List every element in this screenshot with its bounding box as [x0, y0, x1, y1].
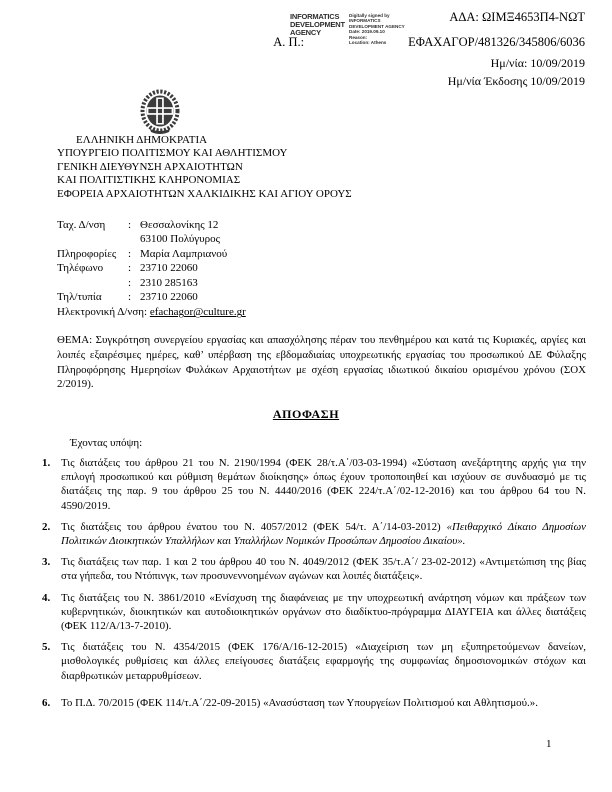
stamp-sig-line: Reason: — [349, 34, 368, 40]
page-number: 1 — [546, 738, 552, 750]
item-text: Τις διατάξεις του άρθρου 21 του Ν. 2190/1994 (ΦΕΚ 28/τ.Α΄/03-03-1994) «Σύσταση ανεξάρτητης αρχής για την επιλογή προσωπικού και ρύθμιση θεμάτων διοίκησης» όπως έχουν τροποποιηθεί και ισχύουν σε συνδυασμό με τις διατάξεις της παρ. 9 του άρθρου 25 του Ν. 4440/2016 (ΦΕΚ 224/τ.Α΄/02-12-2016) και του άρθρου 64 του Ν. 4590/2019. — [61, 457, 586, 512]
contact-row-fax — [57, 290, 246, 304]
contact-value: 63100 Πολύγυρος — [140, 233, 220, 246]
subject-paragraph: ΘΕΜΑ: Συγκρότηση συνεργείου εργασίας και απασχόλησης πέραν του πενθημέρου και κατά τις Κυριακές, αργίες και λοιπές εξαιρέσιμες ημέρες, καθ’ υπέρβαση της εβδομαδιαίας υποχρεωτικής εργασίας του προσωπικού ΔΕ Φύλαξης Πληροφόρησης Ημερησίων Φυλάκων Αρχαιοτήτων με σχέση εργασίας ιδιωτικού δικαίου ορισμένου χρόνου (ΣΟΧ 2/2019). — [57, 334, 586, 391]
decision-intro: Έχοντας υπόψη: — [70, 437, 143, 449]
item-number: 3. — [42, 556, 51, 569]
stamp-agency-line: AGENCY — [290, 28, 321, 37]
stamp-sig-line: Digitally signed by — [349, 13, 390, 18]
item-text: Τις διατάξεις του Ν. 3861/2010 «Ενίσχυση της διαφάνειας με την υποχρεωτική ανάρτηση νόμων και πράξεων των κυβερνητικών, διοικητικών και αυτοδιοικητικών οργάνων στο διαδίκτυο-πρόγραμμα ΔΙΑΥΓΕΙΑ και άλλες διατάξεις (ΦΕΚ 112/Α/13-7-2010). — [61, 591, 586, 633]
greek-coat-of-arms-icon — [136, 88, 184, 138]
item-text — [61, 520, 586, 548]
header-line-republic: ΕΛΛΗΝΙΚΗ ΔΗΜΟΚΡΑΤΙΑ — [76, 134, 208, 146]
item-text: Τις διατάξεις του Ν. 4354/2015 (ΦΕΚ 176/Α/16-12-2015) «Διαχείριση των μη εξυπηρετούμενων δανείων, μισθολογικές ρυθμίσεις και άλλες επείγουσες διατάξεις εφαρμογής της συμφωνίας δημοσιονομικών στόχων και διαρθρωτικών μεταρρυθμίσεων. — [61, 641, 586, 682]
protocol-prefix: Α. Π.: — [273, 35, 305, 49]
contact-label: Τηλ/τυπία — [57, 291, 102, 304]
contact-colon: : — [128, 247, 132, 260]
contact-row-address — [57, 218, 246, 232]
contact-label — [57, 276, 128, 290]
list-item — [42, 456, 586, 513]
legal-references-list — [42, 456, 586, 717]
contact-label: Πληροφορίες — [57, 247, 117, 260]
item-number: 4. — [42, 591, 51, 604]
list-item — [42, 591, 586, 634]
stamp-agency-line: DEVELOPMENT — [290, 20, 345, 29]
item-text: Τις διατάξεις των παρ. 1 και 2 του άρθρου 40 του Ν. 4049/2012 (ΦΕΚ 35/τ.Α΄/ 23-02-2012) «Αντιμετώπιση της βίας στα γήπεδα, του Ντόπινγκ, των προσυνεννοημένων αγώνων και λοιπές διατάξεις». — [61, 556, 586, 583]
date-line: Ημ/νία: 10/09/2019 — [490, 56, 585, 70]
ada-number: ΑΔΑ: ΩΙΜΞ4653Π4-ΝΩΤ — [449, 10, 585, 24]
contact-value: 2310 285163 — [140, 276, 198, 289]
contact-colon: : — [128, 262, 132, 275]
stamp-agency-line: INFORMATICS — [290, 12, 340, 21]
stamp-sig-line: Date: 2019.09.10 — [349, 29, 385, 35]
contact-row-email — [57, 305, 246, 319]
contact-value: Θεσσαλονίκης 12 — [140, 219, 219, 231]
stamp-agency-name — [290, 13, 346, 45]
protocol-number: ΕΦΑΧΑΓΟΡ/481326/345806/6036 — [408, 35, 585, 49]
header-line-directorate: ΓΕΝΙΚΗ ΔΙΕΥΘΥΝΣΗ ΑΡΧΑΙΟΤΗΤΩΝ — [57, 160, 243, 173]
ministry-header — [57, 134, 352, 201]
item-number: 5. — [42, 641, 51, 654]
stamp-sig-line: Location: Athens — [349, 40, 387, 46]
contact-colon — [128, 232, 137, 246]
item-text-normal: Τις διατάξεις του άρθρου ένατου του Ν. 4057/2012 (ΦΕΚ 54/τ. Α΄/14-03-2012) — [61, 520, 447, 533]
contact-block — [57, 218, 246, 320]
contact-value: 23710 22060 — [140, 262, 198, 275]
item-text-italic: «Πειθαρχικό Δίκαιο Δημοσίων Πολιτικών Διοικητικών Υπαλλήλων και Υπαλλήλων Νομικών Προσώπων Δημοσίου Δικαίου». — [61, 520, 586, 548]
contact-value: Μαρία Λαμπριανού — [140, 247, 228, 260]
email-link[interactable]: efachagor@culture.gr — [149, 306, 246, 319]
email-label: Ηλεκτρονική Δ/νση: — [57, 306, 148, 319]
item-number: 6. — [42, 696, 51, 709]
list-item — [42, 640, 586, 683]
contact-row-postal — [57, 232, 246, 246]
stamp-signature-details — [349, 13, 407, 45]
item-text: Το Π.Δ. 70/2015 (ΦΕΚ 114/τ.Α΄/22-09-2015) «Ανασύσταση των Υπουργείων Πολιτισμού και Αθλητισμού.». — [61, 696, 538, 709]
stamp-sig-line: INFORMATICS — [349, 18, 381, 24]
item-number: 2. — [42, 520, 51, 533]
list-item — [42, 520, 586, 548]
list-item — [42, 696, 586, 710]
digital-signature-stamp — [290, 13, 408, 45]
contact-row-information — [57, 247, 246, 261]
contact-label: Ταχ. Δ/νση — [57, 219, 106, 231]
decision-heading: ΑΠΟΦΑΣΗ — [272, 407, 340, 421]
header-line-heritage: ΚΑΙ ΠΟΛΙΤΙΣΤΙΚΗΣ ΚΛΗΡΟΝΟΜΙΑΣ — [57, 174, 241, 187]
contact-row-phone — [57, 261, 246, 275]
contact-row-phone2 — [57, 276, 246, 290]
contact-label — [57, 232, 128, 246]
stamp-sig-line: DEVELOPMENT AGENCY — [349, 23, 405, 29]
contact-colon: : — [128, 276, 132, 289]
list-item — [42, 555, 586, 583]
contact-colon: : — [128, 291, 132, 304]
header-line-ephorate: ΕΦΟΡΕΙΑ ΑΡΧΑΙΟΤΗΤΩΝ ΧΑΛΚΙΔΙΚΗΣ ΚΑΙ ΑΓΙΟΥ ΟΡΟΥΣ — [57, 187, 352, 200]
issue-date-line: Ημ/νία Έκδοσης 10/09/2019 — [447, 74, 585, 88]
contact-value: 23710 22060 — [140, 291, 198, 304]
item-number: 1. — [42, 457, 51, 469]
header-line-ministry: ΥΠΟΥΡΓΕΙΟ ΠΟΛΙΤΙΣΜΟΥ ΚΑΙ ΑΘΛΗΤΙΣΜΟΥ — [57, 147, 288, 160]
contact-colon: : — [128, 219, 132, 231]
contact-label: Τηλέφωνο — [57, 262, 104, 275]
